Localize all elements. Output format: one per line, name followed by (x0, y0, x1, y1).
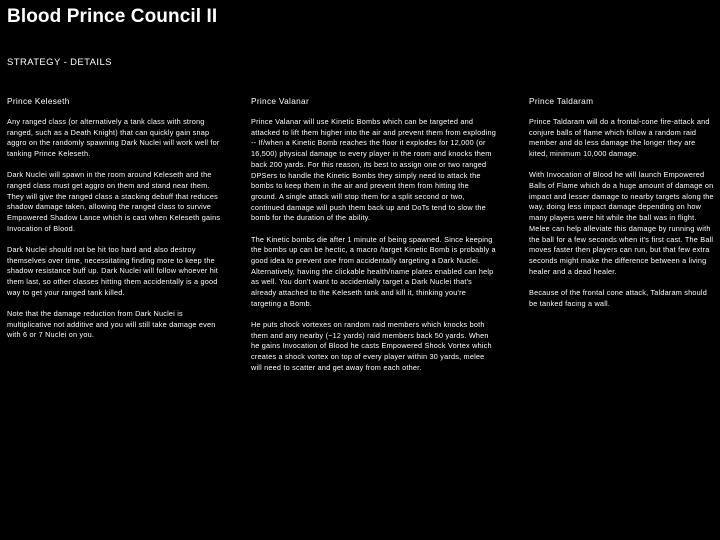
page-title: Blood Prince Council II (7, 6, 218, 27)
strategy-paragraph: Prince Taldaram will do a frontal-cone fire-attack and conjure balls of flame which follow a random raid member and do less damage the longer they are kited, minimum 10,000 damage. (529, 117, 710, 159)
strategy-paragraph: He puts shock vortexes on random raid members which knocks both them and any nearby (~12 yards) raid members back 50 yards. When he gains Invocation of Blood he casts Empowered Shock Vortex which creates a shock vortex on top of every player within 30 yards, melee will need to scatter and get away from each other. (251, 319, 492, 372)
strategy-paragraph: Any ranged class (or alternatively a tank class with strong ranged, such as a Death Knight) that can quickly gain snap aggro on the randomly spawning Dark Nuclei will work well for tanking Prince Keleseth. (7, 117, 220, 159)
strategy-paragraph: Because of the frontal cone attack, Taldaram should be tanked facing a wall. (529, 287, 707, 308)
strategy-paragraph: Note that the damage reduction from Dark Nuclei is multiplicative not additive and you will still take damage even with 6 or 7 Nuclei on you. (7, 309, 216, 340)
column-prince-valanar (251, 96, 497, 384)
column-header: Prince Taldaram (529, 96, 594, 106)
strategy-paragraph: Dark Nuclei will spawn in the room around Keleseth and the ranged class must get aggro on them and stand near them. They will give the ranged class a stacking debuff that reduces shadow damage taken, allowing the ranged class to survive Empowered Shadow Lance which is cast when Keleseth gains Invocation of Blood. (7, 170, 221, 233)
section-subtitle: STRATEGY - DETAILS (7, 57, 112, 68)
column-header: Prince Keleseth (7, 96, 70, 106)
strategy-paragraph: With Invocation of Blood he will launch Empowered Balls of Flame which do a huge amount of damage on impact and lesser damage to nearby targets along the way, doing less impact damage depending on how many players were hit while the ball was in flight. Melee can help alleviate this damage by running with the ball for a few seconds when it's first cast. The Ball moves faster then players can run, but that few extra seconds might make the difference between a living healer and a dead healer. (529, 170, 714, 276)
strategy-paragraph: Dark Nuclei should not be hit too hard and also destroy themselves over time, necessitating finding more to keep the shadow resistance buff up. Dark Nuclei will follow whoever hit them last, so other classes hitting them accidentally is a good way to get your ranged tank killed. (7, 245, 218, 297)
column-header: Prince Valanar (251, 96, 310, 106)
strategy-paragraph: The Kinetic bombs die after 1 minute of being spawned. Since keeping the bombs up can be hectic, a macro /target Kinetic Bomb is probably a good idea to prevent one from accidentally targeting a Dark Nuclei. Alternatively, having the clickable health/name plates enabled can help as well. You don't want to accidentally target a Dark Nuclei that's already attached to the Keleseth tank and kill it, thinking you're targeting a Bomb. (251, 234, 496, 308)
strategy-paragraph: Prince Valanar will use Kinetic Bombs which can be targeted and attacked to lift them higher into the air and prevent them from exploding -- If/when a Kinetic Bomb reaches the floor it explodes for 12,000 (or 16,500) physical damage to every player in the room and knocks them back 200 yards. For this reason, its best to assign one or two ranged DPSers to handle the Kinetic Bombs they simply need to attack the bombs to keep them in the air and prevent them from hitting the ground. A single attack will stop them for a split second or two, continued damage will push them back up and DoTs tend to slow the bomb for the duration of the ability. (251, 117, 496, 223)
column-prince-keleseth (7, 96, 222, 352)
column-prince-taldaram (529, 96, 715, 320)
